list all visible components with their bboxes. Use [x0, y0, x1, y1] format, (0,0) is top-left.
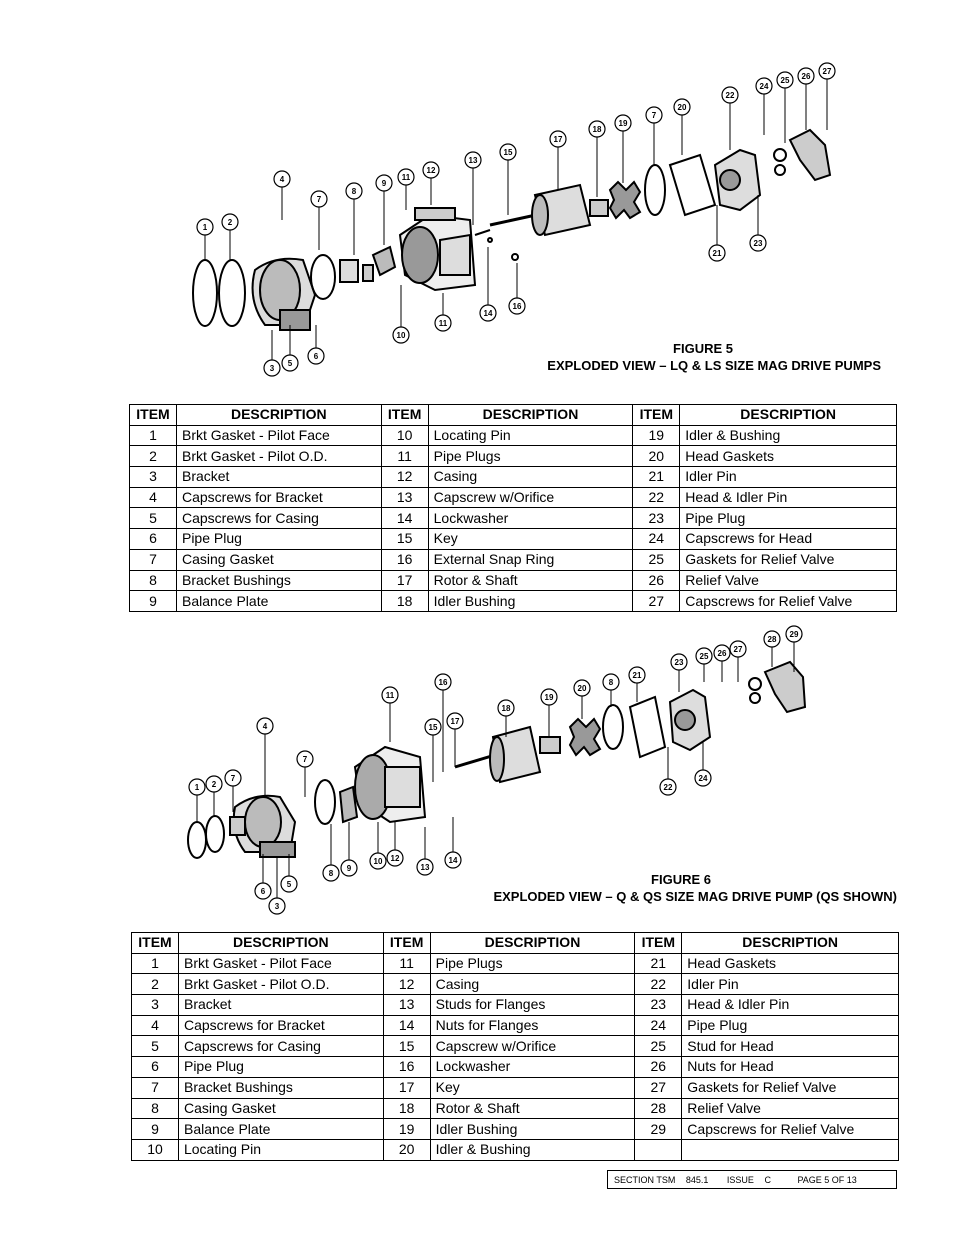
col-header-item: ITEM — [635, 933, 682, 954]
item-number: 8 — [132, 1098, 179, 1119]
table-row — [132, 974, 899, 995]
callout-number: 10 — [396, 331, 406, 340]
footer-issue-label: ISSUE — [726, 1175, 754, 1185]
item-description: Bracket Bushings — [176, 570, 381, 591]
item-description: Gaskets for Relief Valve — [680, 549, 897, 570]
item-description: Nuts for Head — [682, 1057, 899, 1078]
col-header-item: ITEM — [132, 933, 179, 954]
callout-number: 8 — [608, 678, 614, 687]
table-row — [132, 995, 899, 1016]
col-header-item: ITEM — [381, 405, 428, 426]
item-description: Idler Bushing — [428, 591, 633, 612]
callout-number: 6 — [260, 887, 266, 896]
item-number: 4 — [130, 487, 177, 508]
footer-section: SECTION TSM — [614, 1175, 676, 1185]
item-number: 9 — [130, 591, 177, 612]
item-number: 12 — [381, 467, 428, 488]
col-header-item: ITEM — [383, 933, 430, 954]
footer-section-number: 845.1 — [685, 1175, 709, 1185]
item-description: Casing — [428, 467, 633, 488]
item-description: Rotor & Shaft — [428, 570, 633, 591]
table-row — [132, 1098, 899, 1119]
item-number: 4 — [132, 1015, 179, 1036]
table-row — [130, 591, 897, 612]
table-row — [130, 446, 897, 467]
callout-number: 18 — [501, 704, 511, 713]
item-number: 15 — [381, 529, 428, 550]
item-description: Capscrews for Relief Valve — [680, 591, 897, 612]
item-number: 19 — [633, 425, 680, 446]
callout-number: 22 — [663, 783, 673, 792]
callout-number: 5 — [287, 359, 293, 368]
item-number: 22 — [635, 974, 682, 995]
item-description: Head & Idler Pin — [680, 487, 897, 508]
item-number: 2 — [130, 446, 177, 467]
item-description: Bracket Bushings — [178, 1077, 383, 1098]
item-number: 3 — [132, 995, 179, 1016]
item-number: 23 — [633, 508, 680, 529]
callout-number: 4 — [262, 722, 268, 731]
table-row — [132, 1036, 899, 1057]
item-number: 19 — [383, 1119, 430, 1140]
callout-number: 23 — [674, 658, 684, 667]
callout-number: 24 — [698, 774, 708, 783]
item-number: 8 — [130, 570, 177, 591]
col-header-item: ITEM — [130, 405, 177, 426]
item-description: Casing Gasket — [176, 549, 381, 570]
callout-number: 21 — [712, 249, 722, 258]
figure-6-caption — [493, 871, 897, 905]
item-number: 24 — [633, 529, 680, 550]
item-number: 16 — [381, 549, 428, 570]
table-row — [130, 570, 897, 591]
item-number: 28 — [635, 1098, 682, 1119]
callout-number: 21 — [632, 671, 642, 680]
callout-number: 19 — [618, 119, 628, 128]
callout-number: 20 — [677, 103, 687, 112]
callout-number: 14 — [483, 309, 493, 318]
figure-5-caption — [547, 340, 881, 374]
table-row — [132, 1057, 899, 1078]
callout-number: 2 — [227, 218, 233, 227]
callout-number: 6 — [313, 352, 319, 361]
callout-number: 7 — [302, 755, 308, 764]
item-number: 1 — [130, 425, 177, 446]
item-description: Idler & Bushing — [430, 1139, 635, 1160]
item-number: 27 — [633, 591, 680, 612]
callout-number: 23 — [753, 239, 763, 248]
callout-number: 12 — [390, 854, 400, 863]
callout-number: 14 — [448, 856, 458, 865]
item-number: 10 — [381, 425, 428, 446]
item-number: 2 — [132, 974, 179, 995]
item-description: Brkt Gasket - Pilot O.D. — [178, 974, 383, 995]
item-number: 7 — [130, 549, 177, 570]
callout-number: 27 — [822, 67, 832, 76]
item-number: 11 — [383, 953, 430, 974]
item-description: Head Gaskets — [682, 953, 899, 974]
item-number: 24 — [635, 1015, 682, 1036]
callout-number: 16 — [512, 302, 522, 311]
callout-number: 12 — [426, 166, 436, 175]
page-footer — [607, 1170, 897, 1189]
item-description: Head & Idler Pin — [682, 995, 899, 1016]
item-description: Brkt Gasket - Pilot Face — [178, 953, 383, 974]
table-row — [130, 529, 897, 550]
item-number: 18 — [383, 1098, 430, 1119]
callout-number: 29 — [789, 630, 799, 639]
callout-number: 26 — [717, 649, 727, 658]
callout-number: 15 — [428, 723, 438, 732]
figure-5-exploded-view — [185, 55, 865, 385]
item-description: Locating Pin — [428, 425, 633, 446]
item-number: 13 — [381, 487, 428, 508]
table-row — [132, 1139, 899, 1160]
figure-6-parts-table — [131, 932, 899, 1161]
callout-number: 3 — [274, 902, 280, 911]
item-description: Key — [430, 1077, 635, 1098]
item-description: Rotor & Shaft — [430, 1098, 635, 1119]
item-number: 18 — [381, 591, 428, 612]
callout-number: 10 — [373, 857, 383, 866]
item-description: Head Gaskets — [680, 446, 897, 467]
col-header-description: DESCRIPTION — [682, 933, 899, 954]
callout-number: 20 — [577, 684, 587, 693]
item-number: 16 — [383, 1057, 430, 1078]
item-number: 22 — [633, 487, 680, 508]
item-number: 21 — [633, 467, 680, 488]
item-number: 20 — [633, 446, 680, 467]
item-description: Lockwasher — [428, 508, 633, 529]
callout-number: 17 — [450, 717, 460, 726]
table-row — [130, 425, 897, 446]
item-number: 25 — [635, 1036, 682, 1057]
item-number: 7 — [132, 1077, 179, 1098]
callout-number: 8 — [351, 187, 357, 196]
callout-number: 11 — [385, 691, 395, 700]
item-description: Casing Gasket — [178, 1098, 383, 1119]
figure-5-title: EXPLODED VIEW – LQ & LS SIZE MAG DRIVE PUMPS — [547, 358, 881, 373]
item-description: Pipe Plug — [680, 508, 897, 529]
callout-number: 26 — [801, 72, 811, 81]
item-number: 6 — [132, 1057, 179, 1078]
callout-number: 13 — [420, 863, 430, 872]
item-number: 20 — [383, 1139, 430, 1160]
item-description: Capscrew w/Orifice — [428, 487, 633, 508]
col-header-description: DESCRIPTION — [680, 405, 897, 426]
item-number: 15 — [383, 1036, 430, 1057]
callout-number: 9 — [381, 179, 387, 188]
item-number: 11 — [381, 446, 428, 467]
table-row — [132, 1015, 899, 1036]
item-description: Capscrews for Casing — [176, 508, 381, 529]
callout-number: 25 — [699, 652, 709, 661]
callout-number: 22 — [725, 91, 735, 100]
callout-number: 16 — [438, 678, 448, 687]
item-description: Balance Plate — [178, 1119, 383, 1140]
table-row — [130, 508, 897, 529]
callout-number: 13 — [468, 156, 478, 165]
table-header-row — [132, 933, 899, 954]
callout-number: 19 — [544, 693, 554, 702]
item-description: Pipe Plug — [176, 529, 381, 550]
item-number: 17 — [381, 570, 428, 591]
item-description: Balance Plate — [176, 591, 381, 612]
item-number: 13 — [383, 995, 430, 1016]
item-number: 5 — [130, 508, 177, 529]
item-number — [635, 1139, 682, 1160]
item-description: Pipe Plug — [178, 1057, 383, 1078]
callout-number: 18 — [592, 125, 602, 134]
item-description: Capscrews for Bracket — [176, 487, 381, 508]
item-description: Capscrews for Head — [680, 529, 897, 550]
callout-number: 5 — [286, 880, 292, 889]
table-row — [132, 1077, 899, 1098]
table-row — [132, 953, 899, 974]
item-description: Gaskets for Relief Valve — [682, 1077, 899, 1098]
col-header-description: DESCRIPTION — [430, 933, 635, 954]
item-description: Nuts for Flanges — [430, 1015, 635, 1036]
item-description: Casing — [430, 974, 635, 995]
callout-number: 7 — [651, 111, 657, 120]
item-description: Bracket — [176, 467, 381, 488]
item-number: 9 — [132, 1119, 179, 1140]
callout-number: 11 — [401, 173, 411, 182]
table-row — [130, 467, 897, 488]
col-header-description: DESCRIPTION — [428, 405, 633, 426]
callout-number: 17 — [553, 135, 563, 144]
footer-page: PAGE 5 OF 13 — [797, 1175, 857, 1185]
callout-number: 9 — [346, 864, 352, 873]
item-description: Key — [428, 529, 633, 550]
item-number: 6 — [130, 529, 177, 550]
item-description: Capscrew w/Orifice — [430, 1036, 635, 1057]
item-number: 21 — [635, 953, 682, 974]
figure-6-number: FIGURE 6 — [651, 872, 711, 887]
item-description: Capscrews for Casing — [178, 1036, 383, 1057]
table-row — [132, 1119, 899, 1140]
callout-number: 15 — [503, 148, 513, 157]
item-number: 10 — [132, 1139, 179, 1160]
item-description: Lockwasher — [430, 1057, 635, 1078]
callout-number: 25 — [780, 76, 790, 85]
callout-number: 7 — [316, 195, 322, 204]
item-description: Stud for Head — [682, 1036, 899, 1057]
item-description: Idler Pin — [682, 974, 899, 995]
item-description: Brkt Gasket - Pilot O.D. — [176, 446, 381, 467]
item-description: Locating Pin — [178, 1139, 383, 1160]
footer-issue: C — [764, 1175, 771, 1185]
item-description: Bracket — [178, 995, 383, 1016]
table-header-row — [130, 405, 897, 426]
item-number: 3 — [130, 467, 177, 488]
figure-5-parts-table — [129, 404, 897, 612]
callout-number: 11 — [438, 319, 448, 328]
figure-5-number: FIGURE 5 — [673, 341, 733, 356]
item-description: Pipe Plugs — [428, 446, 633, 467]
item-number: 14 — [381, 508, 428, 529]
item-description: Relief Valve — [682, 1098, 899, 1119]
fig5-callout: 1 — [202, 223, 208, 232]
col-header-description: DESCRIPTION — [178, 933, 383, 954]
item-description: Pipe Plug — [682, 1015, 899, 1036]
item-number: 12 — [383, 974, 430, 995]
item-description — [682, 1139, 899, 1160]
callout-number: 1 — [194, 783, 200, 792]
callout-number: 27 — [733, 645, 743, 654]
callout-number: 4 — [279, 175, 285, 184]
table-row — [130, 487, 897, 508]
col-header-description: DESCRIPTION — [176, 405, 381, 426]
callout-number: 8 — [328, 869, 334, 878]
item-number: 25 — [633, 549, 680, 570]
item-description: Brkt Gasket - Pilot Face — [176, 425, 381, 446]
callout-number: 3 — [269, 364, 275, 373]
item-number: 26 — [635, 1057, 682, 1078]
figure-6-title: EXPLODED VIEW – Q & QS SIZE MAG DRIVE PUMP (QS SHOWN) — [493, 889, 897, 904]
col-header-item: ITEM — [633, 405, 680, 426]
item-description: Capscrews for Relief Valve — [682, 1119, 899, 1140]
item-number: 26 — [633, 570, 680, 591]
item-number: 23 — [635, 995, 682, 1016]
item-number: 14 — [383, 1015, 430, 1036]
callout-number: 24 — [759, 82, 769, 91]
item-number: 17 — [383, 1077, 430, 1098]
item-description: Relief Valve — [680, 570, 897, 591]
item-number: 29 — [635, 1119, 682, 1140]
item-number: 1 — [132, 953, 179, 974]
item-number: 27 — [635, 1077, 682, 1098]
callout-number: 2 — [211, 780, 217, 789]
item-description: Idler & Bushing — [680, 425, 897, 446]
item-description: Idler Pin — [680, 467, 897, 488]
callout-number: 7 — [230, 774, 236, 783]
item-number: 5 — [132, 1036, 179, 1057]
item-description: External Snap Ring — [428, 549, 633, 570]
item-description: Pipe Plugs — [430, 953, 635, 974]
item-description: Idler Bushing — [430, 1119, 635, 1140]
callout-number: 28 — [767, 635, 777, 644]
item-description: Studs for Flanges — [430, 995, 635, 1016]
item-description: Capscrews for Bracket — [178, 1015, 383, 1036]
table-row — [130, 549, 897, 570]
